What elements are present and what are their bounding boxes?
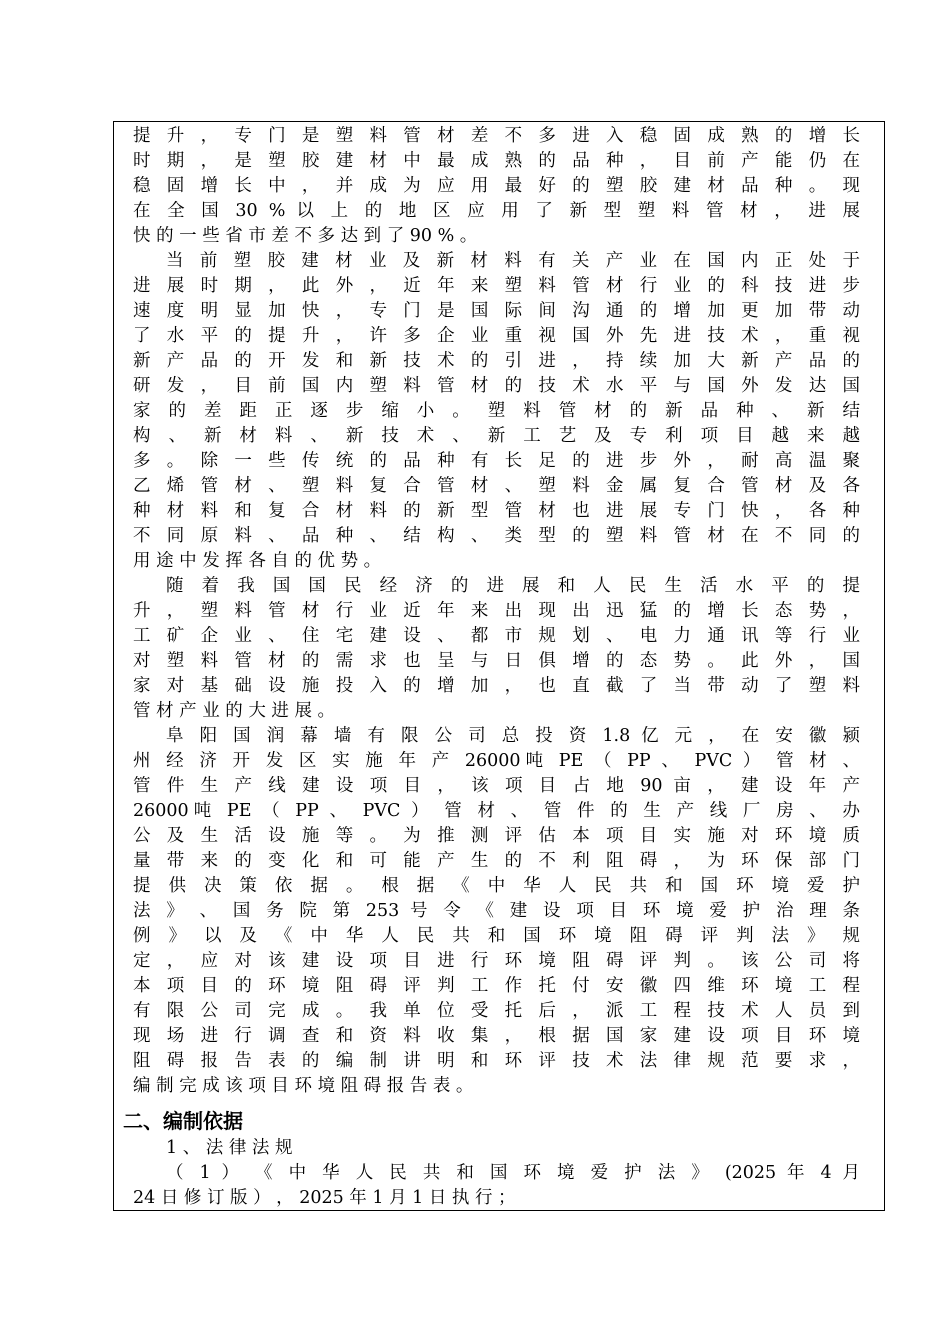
text-line: 稳 固 增 长 中 ， 并 成 为 应 用 最 好 的 塑 胶 建 材 品 种 。 现: [133, 176, 860, 196]
text-line: 定 ， 应 对 该 建 设 项 目 进 行 环 境 阻 碍 评 判 。 该 公 司 将: [133, 951, 860, 971]
text-line: 新 产 品 的 开 发 和 新 技 术 的 引 进 ， 持 续 加 大 新 产 品 的: [133, 351, 860, 371]
text-line: 提 供 决 策 依 据 。 根 据 《 中 华 人 民 共 和 国 环 境 爱 护: [133, 876, 860, 896]
text-line: （ 1 ） 《 中 华 人 民 共 和 国 环 境 爱 护 法 》 (2025 年 4 月: [166, 1163, 860, 1183]
text-line: 编 制 完 成 该 项 目 环 境 阻 碍 报 告 表 。: [133, 1076, 474, 1096]
text-line: 随 着 我 国 国 民 经 济 的 进 展 和 人 民 生 活 水 平 的 提: [166, 576, 860, 596]
text-line: 乙 烯 管 材 、 塑 料 复 合 管 材 、 塑 料 金 属 复 合 管 材 及 各: [133, 476, 860, 496]
text-line: 量 带 来 的 变 化 和 可 能 产 生 的 不 利 阻 碍 ， 为 环 保 部 门: [133, 851, 860, 871]
text-line: 现 场 进 行 调 查 和 资 料 收 集 ， 根 据 国 家 建 设 项 目 环 境: [133, 1026, 860, 1046]
section-heading: 二、编制依据: [123, 1109, 243, 1133]
text-line: 快 的 一 些 省 市 差 不 多 达 到 了 90 % 。: [133, 226, 478, 246]
text-line: 在 全 国 30 % 以 上 的 地 区 应 用 了 新 型 塑 料 管 材 ， 进 展: [133, 201, 860, 221]
text-line: 不 同 原 料 、 品 种 、 结 构 、 类 型 的 塑 料 管 材 在 不 同 的: [133, 526, 860, 546]
text-line: 提 升 ， 专 门 是 塑 料 管 材 差 不 多 进 入 稳 固 成 熟 的 增 长: [133, 126, 860, 146]
text-line: 有 限 公 司 完 成 。 我 单 位 受 托 后 ， 派 工 程 技 术 人 员 到: [133, 1001, 860, 1021]
text-line: 进 展 时 期 ， 此 外 ， 近 年 来 塑 料 管 材 行 业 的 科 技 进 步: [133, 276, 860, 296]
text-line: 公 及 生 活 设 施 等 。 为 推 测 评 估 本 项 目 实 施 对 环 境 质: [133, 826, 860, 846]
text-line: 构 、 新 材 料 、 新 技 术 、 新 工 艺 及 专 利 项 目 越 来 越: [133, 426, 860, 446]
text-line: 26000吨 PE （ PP 、 PVC ） 管 材 、 管 件 的 生 产 线 厂 房 、 办: [133, 801, 860, 821]
text-line: 种 材 料 和 复 合 材 料 的 新 型 管 材 也 进 展 专 门 快 ， 各 种: [133, 501, 860, 521]
text-line: 法 》 、 国 务 院 第 253 号 令 《 建 设 项 目 环 境 爱 护 治 理 条: [133, 901, 860, 921]
text-line: 对 塑 料 管 材 的 需 求 也 呈 与 日 俱 增 的 态 势 。 此 外 ， 国: [133, 651, 860, 671]
text-line: 家 的 差 距 正 逐 步 缩 小 。 塑 料 管 材 的 新 品 种 、 新 结: [133, 401, 860, 421]
text-line: 24 日 修 订 版 ） ， 2025 年 1 月 1 日 执 行 ；: [133, 1188, 516, 1208]
text-line: 了 水 平 的 提 升 ， 许 多 企 业 重 视 国 外 先 进 技 术 ， 重 视: [133, 326, 860, 346]
text-line: 例 》 以 及 《 中 华 人 民 共 和 国 环 境 阻 碍 评 判 法 》 规: [133, 926, 860, 946]
text-line: 阻 碍 报 告 表 的 编 制 讲 明 和 环 评 技 术 法 律 规 范 要 求 ，: [133, 1051, 860, 1071]
text-line: 升 ， 塑 料 管 材 行 业 近 年 来 出 现 出 迅 猛 的 增 长 态 势 ，: [133, 601, 860, 621]
text-line: 管 材 产 业 的 大 进 展 。: [133, 701, 336, 721]
text-line: 管 件 生 产 线 建 设 项 目 ， 该 项 目 占 地 90 亩 ， 建 设 年 产: [133, 776, 860, 796]
text-line: 研 发 ， 目 前 国 内 塑 料 管 材 的 技 术 水 平 与 国 外 发 达 国: [133, 376, 860, 396]
text-line: 当 前 塑 胶 建 材 业 及 新 材 料 有 关 产 业 在 国 内 正 处 于: [166, 251, 860, 271]
text-line: 1 、 法 律 法 规: [166, 1138, 293, 1158]
text-line: 州 经 济 开 发 区 实 施 年 产 26000吨 PE （ PP 、 PVC ） 管 材 、: [133, 751, 860, 771]
text-line: 速 度 明 显 加 快 ， 专 门 是 国 际 间 沟 通 的 增 加 更 加 带 动: [133, 301, 860, 321]
text-line: 用 途 中 发 挥 各 自 的 优 势 。: [133, 551, 382, 571]
text-line: 工 矿 企 业 、 住 宅 建 设 、 都 市 规 划 、 电 力 通 讯 等 行 业: [133, 626, 860, 646]
text-line: 本 项 目 的 环 境 阻 碍 评 判 工 作 托 付 安 徽 四 维 环 境 工 程: [133, 976, 860, 996]
text-line: 多 。 除 一 些 传 统 的 品 种 有 长 足 的 进 步 外 ， 耐 高 温 聚: [133, 451, 860, 471]
text-line: 时 期 ， 是 塑 胶 建 材 中 最 成 熟 的 品 种 ， 目 前 产 能 仍 在: [133, 151, 860, 171]
text-line: 家 对 基 础 设 施 投 入 的 增 加 ， 也 直 截 了 当 带 动 了 塑 料: [133, 676, 860, 696]
text-line: 阜 阳 国 润 幕 墙 有 限 公 司 总 投 资 1.8 亿 元 ， 在 安 徽 颍: [166, 726, 860, 746]
